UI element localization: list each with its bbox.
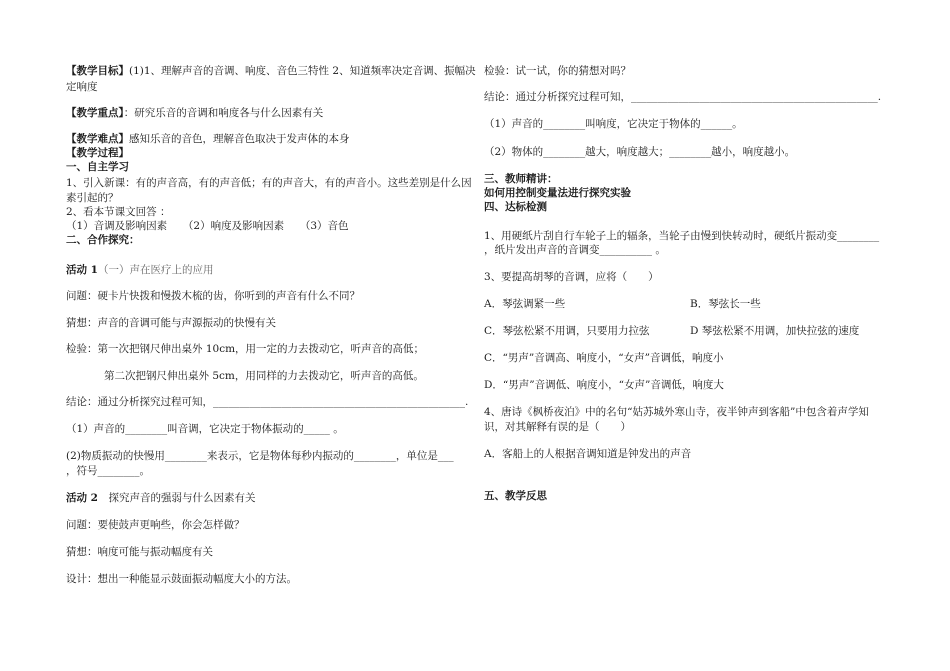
activity-1-conclusion-2-cont: ，符号________。 [66, 465, 150, 477]
question-4-cont: 识，对其解释有误的是（ ） [484, 421, 631, 433]
intro-question: 1、引入新课：有的声音高，有的声音低；有的声音大，有的声音小。这些差别是什么因 [66, 177, 472, 189]
activity-2-design: 设计：想出一种能显示鼓面振动幅度大小的方法。 [66, 573, 297, 585]
activity-2-guess: 猜想：响度可能与振动幅度有关 [66, 546, 213, 558]
activity-1-conclusion: 结论：通过分析探究过程可知，________________________________________________. [66, 396, 469, 408]
teaching-key-points [66, 106, 323, 120]
activity-1-heading [66, 263, 213, 277]
activity-1-guess: 猜想：声音的音调可能与声源振动的快慢有关 [66, 317, 276, 329]
question-1: 1、用硬纸片刮自行车轮子上的辐条，当轮子由慢到快转动时，硬纸片振动变________ [484, 230, 880, 242]
key-points-tag: 【教学重点】 [66, 107, 124, 119]
question-4-option-a: A．客船上的人根据音调知道是钟发出的声音 [484, 448, 692, 460]
objectives-text-cont: 定响度 [66, 81, 98, 93]
question-4: 4、唐诗《枫桥夜泊》中的名句“姑苏城外寒山寺，夜半钟声到客船”中包含着声学知 [484, 406, 869, 418]
difficulties-text: 感知乐音的音色，理解音色取决于发声体的本身 [129, 133, 350, 145]
section-reflection: 五、教学反思 [484, 490, 547, 502]
activity-1-conclusion-1: （1）声音的________叫音调，它决定于物体振动的_____ 。 [66, 423, 344, 435]
intro-question-cont: 素引起的？ [66, 192, 119, 204]
activity-2-check: 检验：试一试，你的猜想对吗？ [484, 65, 631, 77]
activity-1-tag: 活动 1 [66, 264, 98, 276]
difficulties-tag: 【教学难点】 [66, 133, 129, 145]
activity-1-test-1: 检验：第一次把钢尺伸出桌外 10cm，用一定的力去拨动它，听声音的高低； [66, 343, 425, 355]
activity-2-conclusion-2: （2）物体的________越大，响度越大；________越小，响度越小。 [484, 146, 796, 158]
key-points-text: ：研究乐音的音调和响度各与什么因素有关 [123, 107, 324, 119]
teaching-objectives [66, 64, 476, 78]
teaching-difficulties [66, 132, 350, 146]
section-self-study: 一、自主学习 [66, 161, 129, 173]
activity-1-test-2: 第二次把钢尺伸出桌外 5cm，用同样的力去拨动它，听声音的高低。 [104, 370, 424, 382]
option-a: A．琴弦调紧一些 [484, 298, 566, 310]
question-3: 3、要提高胡琴的音调，应将（ ） [484, 271, 659, 283]
activity-2-conclusion-1: （1）声音的________叫响度，它决定于物体的______。 [484, 118, 743, 130]
teacher-explanation-topic: 如何用控制变量法进行探究实验 [484, 187, 631, 199]
activity-2-heading [66, 491, 255, 505]
option-c: C．琴弦松紧不用调，只要用力拉弦 [484, 325, 650, 337]
activity-1-title: （一）声在医疗上的应用 [97, 264, 214, 276]
option-b: B．琴弦长一些 [690, 298, 761, 310]
activity-2-tag: 活动 2 [66, 492, 98, 504]
option-c-voice: C．“男声”音调高、响度小，“女声”音调低，响度小 [484, 352, 724, 364]
teaching-process-tag: 【教学过程】 [66, 147, 129, 159]
section-assessment: 四、达标检测 [484, 201, 547, 213]
section-cooperative-inquiry: 二、合作探究： [66, 234, 140, 246]
option-d-voice: D．“男声”音调低、响度小，“女声”音调低，响度大 [484, 379, 724, 391]
question-1-cont: ，纸片发出声音的音调变__________ 。 [484, 244, 666, 256]
activity-1-conclusion-2: (2)物质振动的快慢用________来表示，它是物体每秒内振动的________，单位是___ [66, 450, 454, 462]
activity-1-question: 问题：硬卡片快拨和慢拨木梳的齿，你听到的声音有什么不同？ [66, 290, 360, 302]
option-d: D 琴弦松紧不用调，加快拉弦的速度 [690, 325, 860, 337]
activity-2-title: 探究声音的强弱与什么因素有关 [108, 492, 256, 504]
read-textbook-options: （1）音调及影响因素 （2）响度及影响因素 （3）音色 [66, 220, 349, 232]
objectives-tag: 【教学目标】 [66, 65, 129, 77]
objectives-text: (1)1、理解声音的音调、响度、音色三特性 2、知道频率决定音调、振幅决 [129, 65, 476, 77]
activity-2-question: 问题：要使鼓声更响些，你会怎样做？ [66, 519, 245, 531]
activity-2-conclusion: 结论：通过分析探究过程可知，_______________________________________________. [484, 91, 882, 103]
section-teacher-explanation: 三、教师精讲： [484, 173, 558, 185]
read-textbook-prompt: 2、看本节课文回答 ： [66, 206, 171, 218]
